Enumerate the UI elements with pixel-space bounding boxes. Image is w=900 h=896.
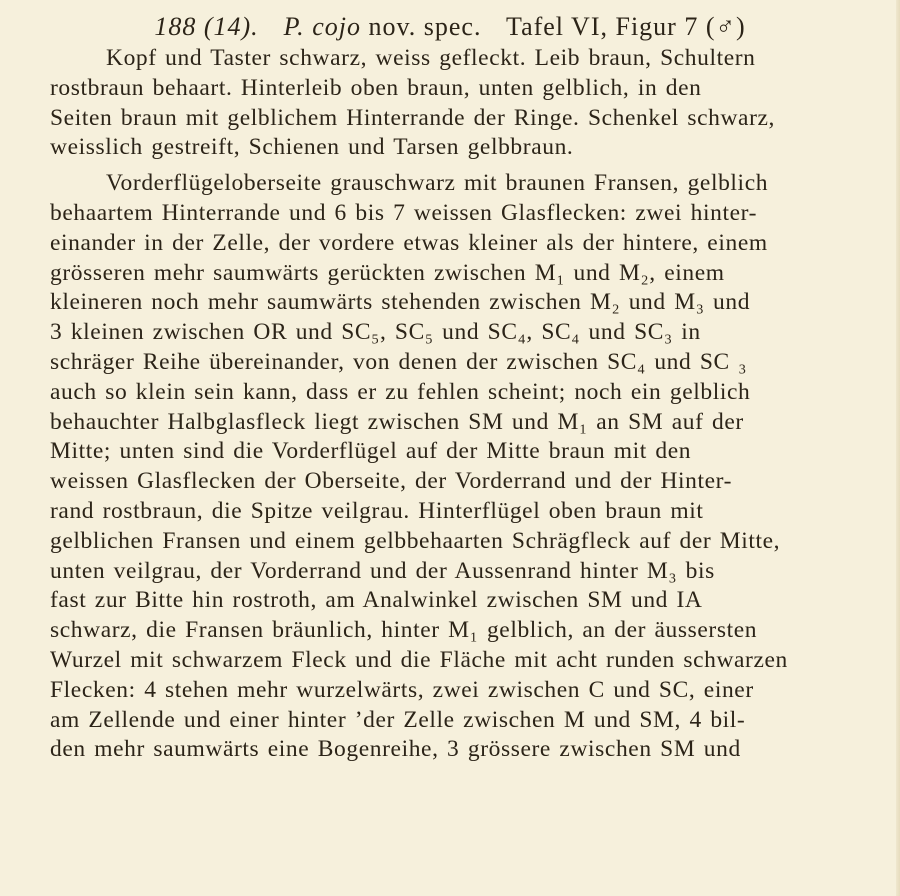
text-line: Seiten braun mit gelblichem Hinterrande der Ringe. Schenkel schwarz, [50,104,776,131]
text-line: Mitte; unten sind die Vorderflügel auf der Mitte braun mit den [50,438,692,465]
page-edge [896,0,900,896]
text-line: 3 kleinen zwischen OR und SC₅, SC₅ und SC₄, SC₄ und SC₃ in [50,319,701,346]
species-status: nov. spec. [368,12,482,41]
text-line: weissen Glasflecken der Oberseite, der Vorderrand und der Hinter- [50,468,733,495]
text-line: gelblichen Fransen und einem gelbbehaarten Schrägfleck auf der Mitte, [50,527,781,554]
genus-abbreviation: P. [283,12,305,41]
text-line: auch so klein sein kann, dass er zu fehlen scheint; noch ein gelblich [50,378,751,405]
text-line: weisslich gestreift, Schienen und Tarsen gelbbraun. [50,134,574,161]
species-heading [0,12,900,42]
text-line: schwarz, die Fransen bräunlich, hinter M₁ gelblich, an der äussersten [50,617,758,644]
text-line: behauchter Halbglasfleck liegt zwischen SM und M₁ an SM auf der [50,408,744,435]
text-line: Kopf und Taster schwarz, weiss gefleckt. Leib braun, Schultern [106,45,756,71]
description-body [50,44,868,765]
text-line: den mehr saumwärts eine Bogenreihe, 3 grössere zwischen SM und [50,736,741,763]
text-line: rostbraun behaart. Hinterleib oben braun, unten gelblich, in den [50,74,702,101]
species-number: 188 (14). [154,12,259,41]
species-name: cojo [312,12,361,41]
text-line: rand rostbraun, die Spitze veilgrau. Hinterflügel oben braun mit [50,497,704,524]
text-line: fast zur Bitte hin rostroth, am Analwinkel zwischen SM und IA [50,587,703,614]
text-line: Wurzel mit schwarzem Fleck und die Fläche mit acht runden schwarzen [50,646,788,673]
text-line: grösseren mehr saumwärts gerückten zwischen M₁ und M₂, einem [50,259,725,286]
text-line: Vorderflügeloberseite grauschwarz mit braunen Fransen, gelblich [106,170,769,197]
text-line: Flecken: 4 stehen mehr wurzelwärts, zwei zwischen C und SC, einer [50,676,754,703]
text-line: einander in der Zelle, der vordere etwas kleiner als der hintere, einem [50,229,768,256]
text-line: kleineren noch mehr saumwärts stehenden zwischen M₂ und M₃ und [50,289,751,316]
plate-reference: Tafel VI, Figur 7 (♂) [506,12,746,41]
text-line: am Zellende und einer hinter ʼder Zelle zwischen M und SM, 4 bil- [50,706,746,733]
text-line: behaartem Hinterrande und 6 bis 7 weissen Glasflecken: zwei hinter- [50,199,758,226]
text-line: unten veilgrau, der Vorderrand und der Aussenrand hinter M₃ bis [50,557,715,584]
text-line: schräger Reihe übereinander, von denen der zwischen SC₄ und SC ₃ [50,348,748,375]
